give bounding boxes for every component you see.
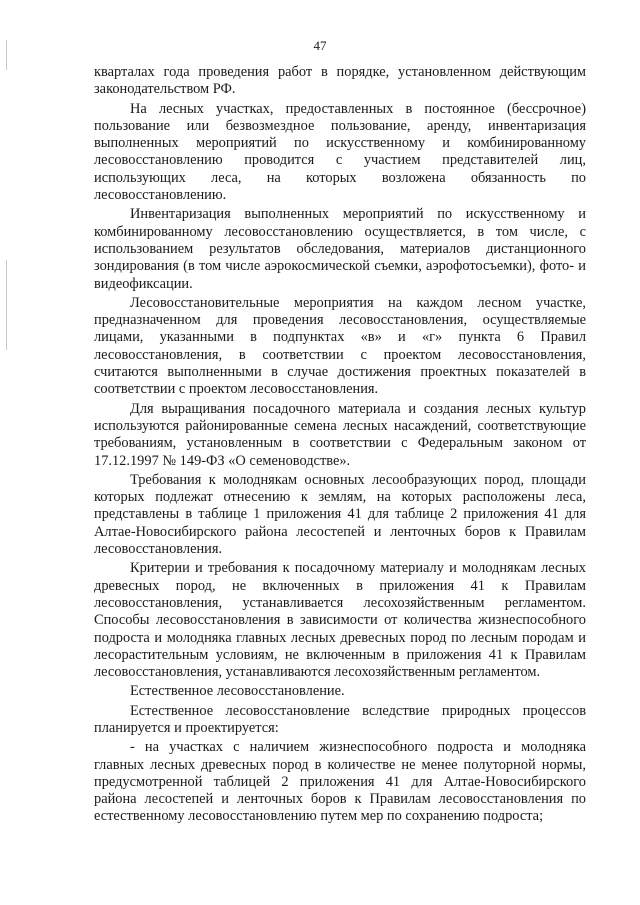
document-body — [94, 64, 586, 826]
paragraph-10: - на участках с наличием жизнеспособного подроста и молодняка главных лесных древесных пород в количестве не менее полуторной нормы, предусмотренной таблицей 2 приложения 41 для Алтае-Новосибирского района лесостепей и ленточных боров к Правилам лесовосстановления по естественному лесовосстановлению путем мер по сохранению подроста; — [94, 739, 586, 825]
paragraph-4: Лесовосстановительные мероприятия на каждом лесном участке, предназначенном для проведения лесовосстановления, осуществляемые лицами, указанными в подпунктах «в» и «г» пункта 6 Правил лесовосстановления, в соответствии с проектом лесовосстановления, считаются выполненными в случае достижения проектных показателей в соответствии с проектом лесовосстановления. — [94, 294, 586, 398]
paragraph-9: Естественное лесовосстановление вследствие природных процессов планируется и проектируется: — [94, 702, 586, 736]
paragraph-8: Естественное лесовосстановление. — [130, 683, 345, 700]
paragraph-1: кварталах года проведения работ в порядке, установленном действующим законодательством РФ. — [94, 64, 586, 98]
scan-artifact — [6, 260, 7, 350]
paragraph-5: Для выращивания посадочного материала и создания лесных культур используются районированные семена лесных насаждений, соответствующие требованиям, установленным в соответствии с Федеральным законом от 17.12.1997 № 149-ФЗ «О семеноводстве». — [94, 400, 586, 469]
paragraph-7: Критерии и требования к посадочному материалу и молоднякам лесных древесных пород, не включенных в приложения 41 к Правилам лесовосстановления, устанавливается лесохозяйственным регламентом. Способы лесовосстановления в зависимости от количества жизнеспособного подроста и молодняка главных лесных древесных пород по лесным породам и лесорастительным условиям, не включенным в приложения 41 к Правилам лесовосстановления, устанавливаются лесохозяйственным регламентом. — [94, 560, 586, 681]
page-number: 47 — [313, 38, 327, 53]
paragraph-6: Требования к молоднякам основных лесообразующих пород, площади которых подлежат отнесению к землям, на которых расположены леса, представлены в таблице 1 приложения 41 для таблице 2 приложения 41 для Алтае-Новосибирского района лесостепей и ленточных боров к Правилам лесовосстановления. — [94, 471, 586, 558]
paragraph-3: Инвентаризация выполненных мероприятий по искусственному и комбинированному лесовосстановлению осуществляется, в том числе, с использованием результатов обследования, материалов дистанционного зондирования (в том числе аэрокосмической съемки, аэрофотосъемки), фото- и видеофиксации. — [94, 206, 586, 292]
paragraph-2: На лесных участках, предоставленных в постоянное (бессрочное) пользование или безвозмездное пользование, аренду, инвентаризация выполненных мероприятий по искусственному и комбинированному лесовосстановлению проводится с участием представителей лиц, использующих леса, на которых возложена обязанность по лесовосстановлению. — [94, 100, 586, 204]
